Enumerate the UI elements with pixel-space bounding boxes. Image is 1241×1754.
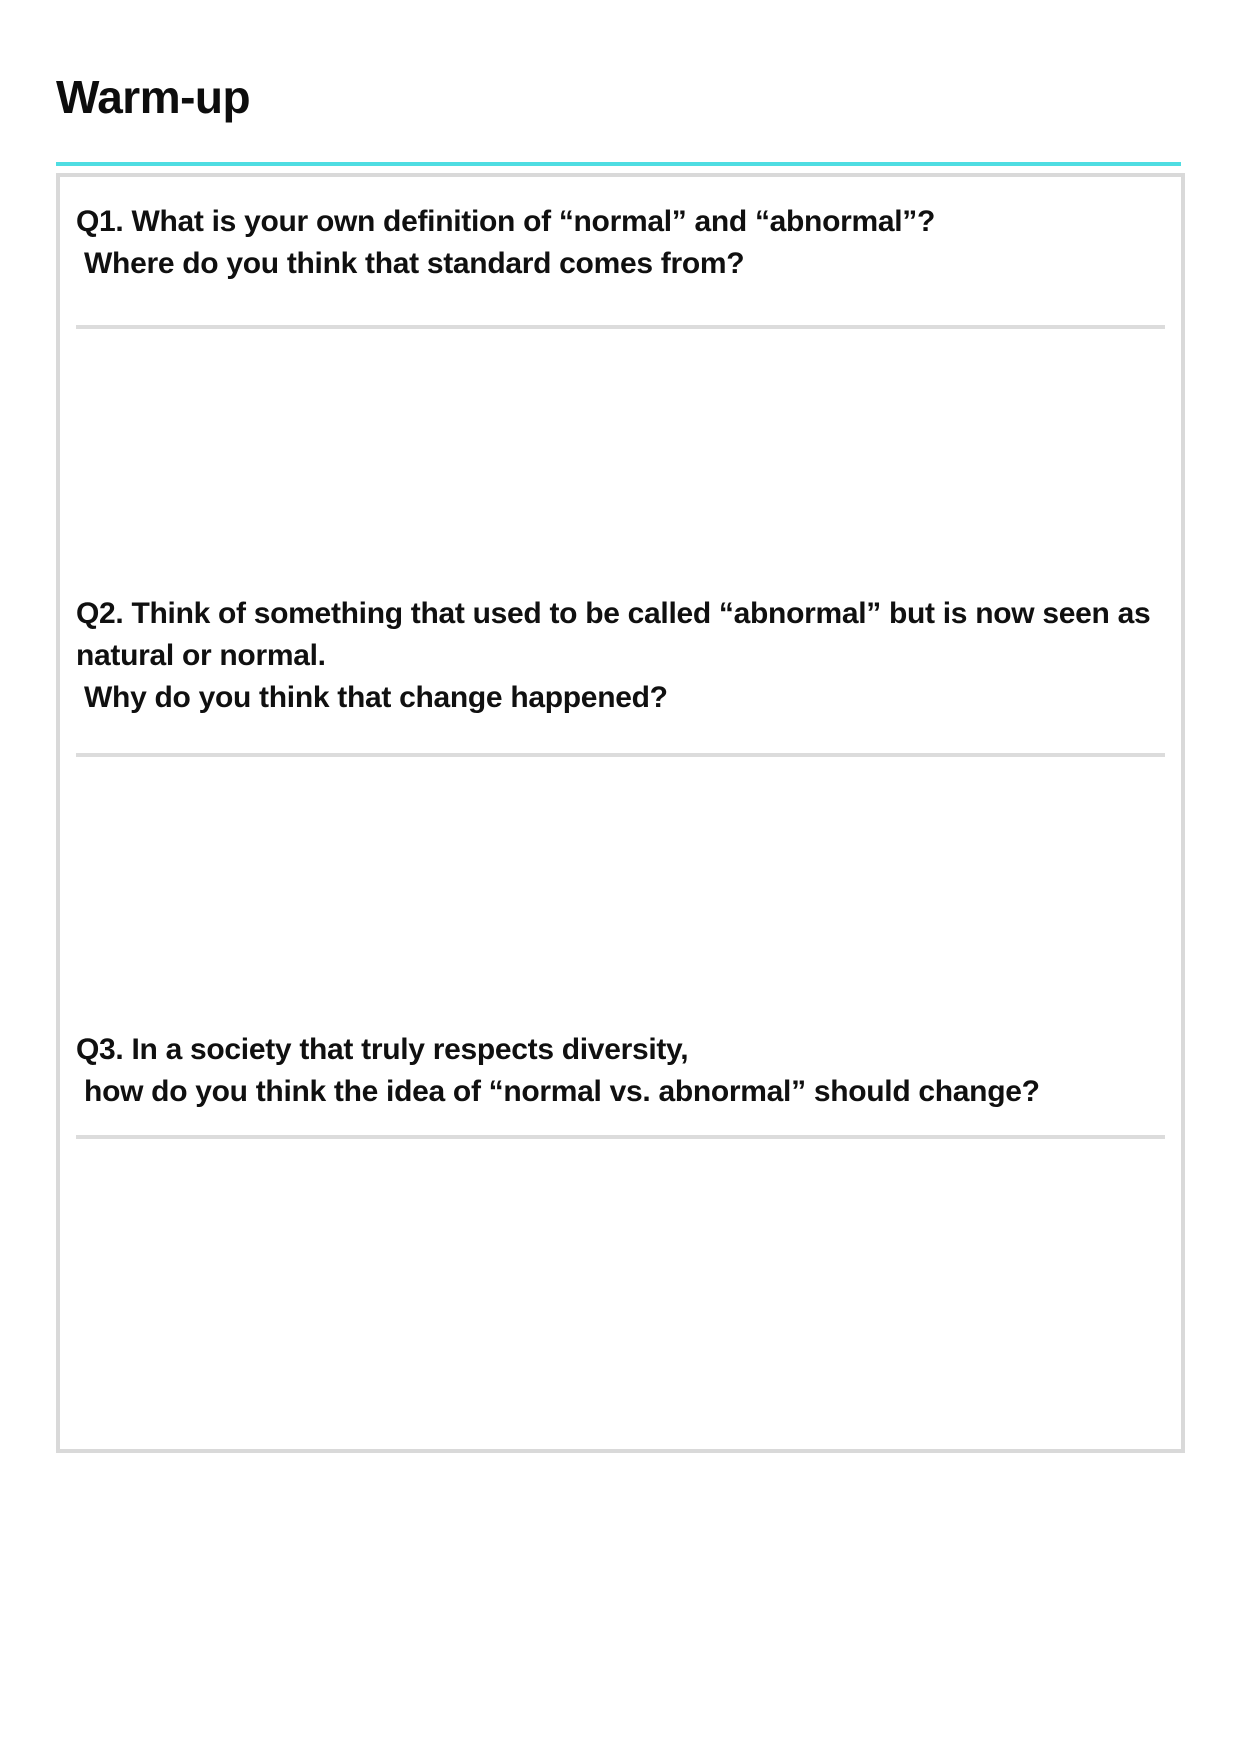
- question-line: Why do you think that change happened?: [76, 681, 668, 714]
- question-line: Q1. What is your own definition of “normal” and “abnormal”?: [76, 205, 935, 238]
- answer-space-q3: [76, 1139, 1165, 1449]
- page-title: Warm-up: [56, 71, 251, 123]
- answer-space-q2: [76, 757, 1165, 1029]
- question-line: how do you think the idea of “normal vs. abnormal” should change?: [76, 1075, 1040, 1108]
- question-block-q1: [76, 201, 1165, 593]
- question-line: Q3. In a society that truly respects diversity,: [76, 1033, 689, 1066]
- accent-divider: [56, 162, 1181, 166]
- answer-space-q1: [76, 329, 1165, 593]
- question-line: Where do you think that standard comes from?: [76, 247, 745, 280]
- question-heading-q3: [76, 1029, 1165, 1113]
- question-line: Q2. Think of something that used to be called “abnormal” but is now seen as: [76, 597, 1151, 630]
- question-heading-q1: [76, 201, 1165, 285]
- question-box: [56, 173, 1185, 1453]
- question-heading-q2: [76, 593, 1165, 719]
- question-block-q3: [76, 1029, 1165, 1449]
- question-block-q2: [76, 593, 1165, 1029]
- question-line: natural or normal.: [76, 639, 326, 672]
